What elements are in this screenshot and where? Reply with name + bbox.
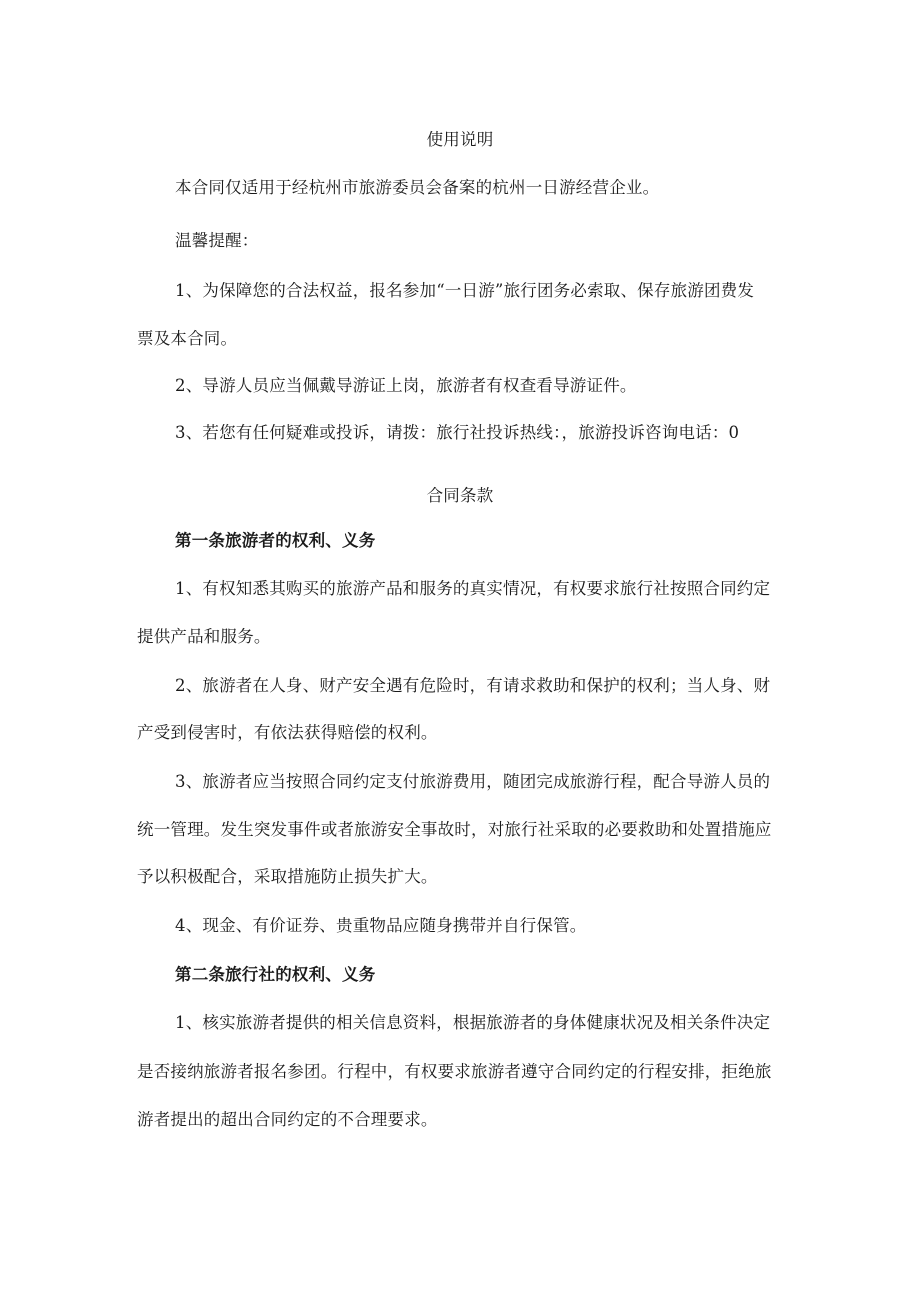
- reminder-item-3: 3、若您有任何疑难或投诉，请拨：旅行社投诉热线：，旅游投诉咨询电话：0: [175, 423, 740, 442]
- reminder-item-2: 2、导游人员应当佩戴导游证上岗，旅游者有权查看导游证件。: [175, 376, 637, 395]
- article-2-p1-line-2: 是否接纳旅游者报名参团。行程中，有权要求旅游者遵守合同约定的行程安排，拒绝旅: [137, 1062, 772, 1081]
- article-2-p1-line-1: 1、核实旅游者提供的相关信息资料，根据旅游者的身体健康状况及相关条件决定: [175, 1013, 771, 1032]
- article-1-p2-line-2: 产受到侵害时，有依法获得赔偿的权利。: [137, 723, 438, 742]
- contract-heading: 合同条款: [426, 486, 494, 505]
- article-2-title: 第二条旅行社的权利、义务: [175, 965, 376, 984]
- reminder-title: 温馨提醒：: [175, 231, 259, 250]
- article-1-p3-line-3: 予以积极配合，采取措施防止损失扩大。: [137, 867, 438, 886]
- scope-paragraph: 本合同仅适用于经杭州市旅游委员会备案的杭州一日游经营企业。: [175, 178, 660, 197]
- reminder-item-1-line-2: 票及本合同。: [137, 329, 238, 348]
- article-1-p3-line-2: 统一管理。发生突发事件或者旅游安全事故时，对旅行社采取的必要救助和处置措施应: [137, 820, 772, 839]
- usage-heading: 使用说明: [426, 130, 494, 149]
- article-1-title: 第一条旅游者的权利、义务: [175, 531, 376, 550]
- article-1-p1-line-2: 提供产品和服务。: [137, 627, 271, 646]
- article-1-p3-line-1: 3、旅游者应当按照合同约定支付旅游费用，随团完成旅游行程，配合导游人员的: [175, 772, 771, 791]
- article-2-p1-line-3: 游者提出的超出合同约定的不合理要求。: [137, 1110, 438, 1129]
- article-1-p2-line-1: 2、旅游者在人身、财产安全遇有危险时，有请求救助和保护的权利；当人身、财: [175, 676, 771, 695]
- article-1-p1-line-1: 1、有权知悉其购买的旅游产品和服务的真实情况，有权要求旅行社按照合同约定: [175, 579, 771, 598]
- reminder-item-1-line-1: 1、为保障您的合法权益，报名参加“一日游”旅行团务必索取、保存旅游团费发: [175, 281, 755, 300]
- article-1-p4: 4、现金、有价证券、贵重物品应随身携带并自行保管。: [175, 916, 587, 935]
